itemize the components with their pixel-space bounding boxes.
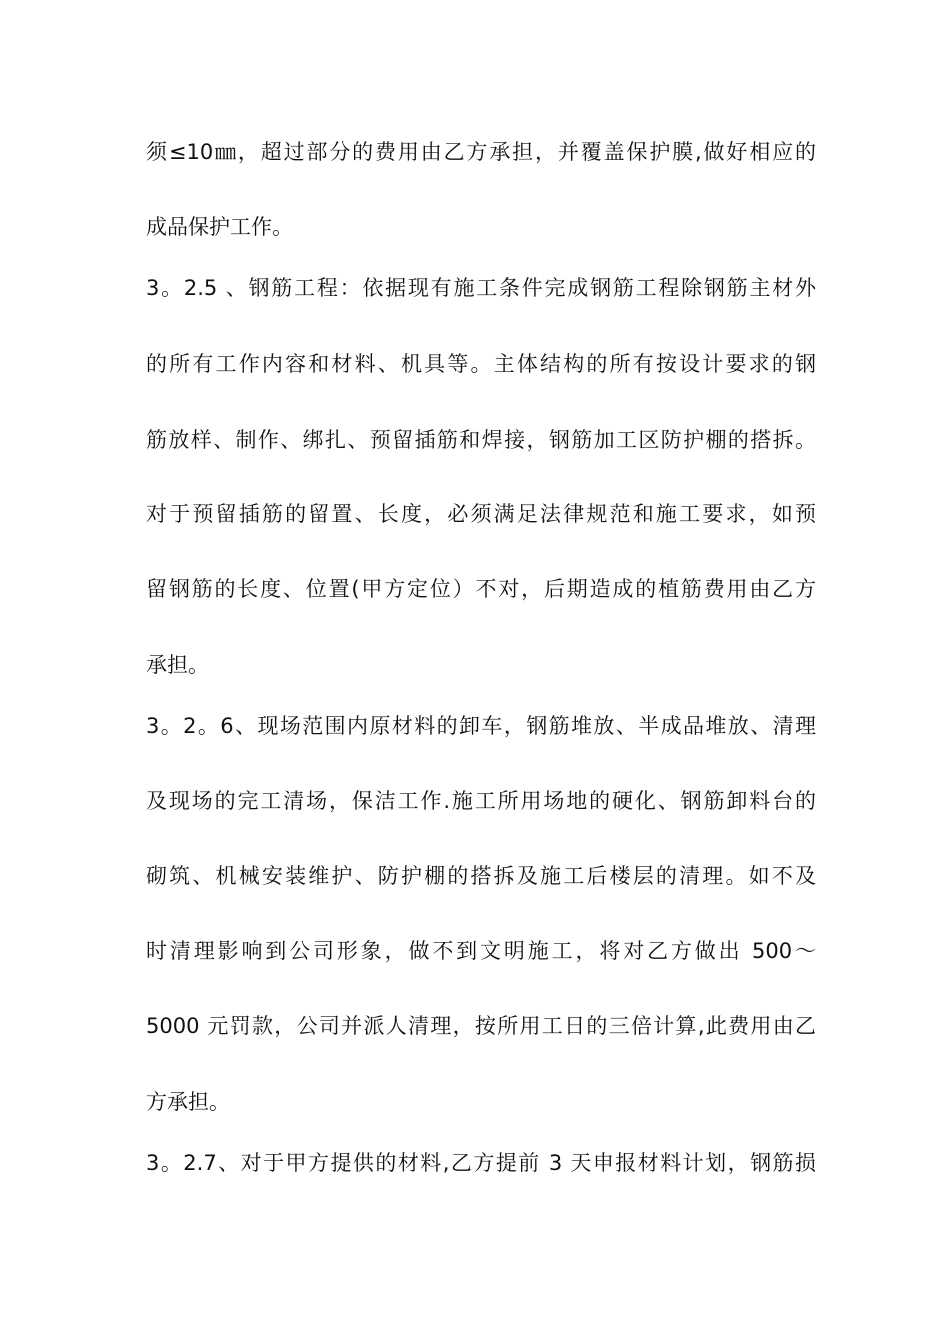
text-line-5: 筋放样、制作、绑扎、预留插筋和焊接，钢筋加工区防护棚的搭拆。 [146, 428, 816, 452]
text-line-9: 3。2。6、现场范围内原材料的卸车，钢筋堆放、半成品堆放、清理 [146, 714, 816, 738]
text-line-6: 对于预留插筋的留置、长度，必须满足法律规范和施工要求，如预 [146, 502, 816, 526]
text-line-11: 砌筑、机械安装维护、防护棚的搭拆及施工后楼层的清理。如不及 [146, 864, 816, 888]
text-line-1: 须≤10㎜，超过部分的费用由乙方承担，并覆盖保护膜,做好相应的 [146, 140, 816, 164]
text-line-4: 的所有工作内容和材料、机具等。主体结构的所有按设计要求的钢 [146, 352, 816, 376]
text-line-3: 3。2.5 、钢筋工程：依据现有施工条件完成钢筋工程除钢筋主材外 [146, 276, 816, 300]
text-line-14: 方承担。 [146, 1090, 230, 1114]
text-line-10: 及现场的完工清场，保洁工作.施工所用场地的硬化、钢筋卸料台的 [146, 789, 816, 813]
text-line-7: 留钢筋的长度、位置(甲方定位）不对，后期造成的植筋费用由乙方 [146, 577, 816, 601]
text-line-8: 承担。 [146, 653, 209, 677]
text-line-13: 5000 元罚款，公司并派人清理，按所用工日的三倍计算,此费用由乙 [146, 1014, 816, 1038]
text-line-2: 成品保护工作。 [146, 215, 293, 239]
text-line-12: 时清理影响到公司形象，做不到文明施工，将对乙方做出 500～ [146, 939, 816, 963]
text-line-15: 3。2.7、对于甲方提供的材料,乙方提前 3 天申报材料计划，钢筋损 [146, 1151, 816, 1175]
